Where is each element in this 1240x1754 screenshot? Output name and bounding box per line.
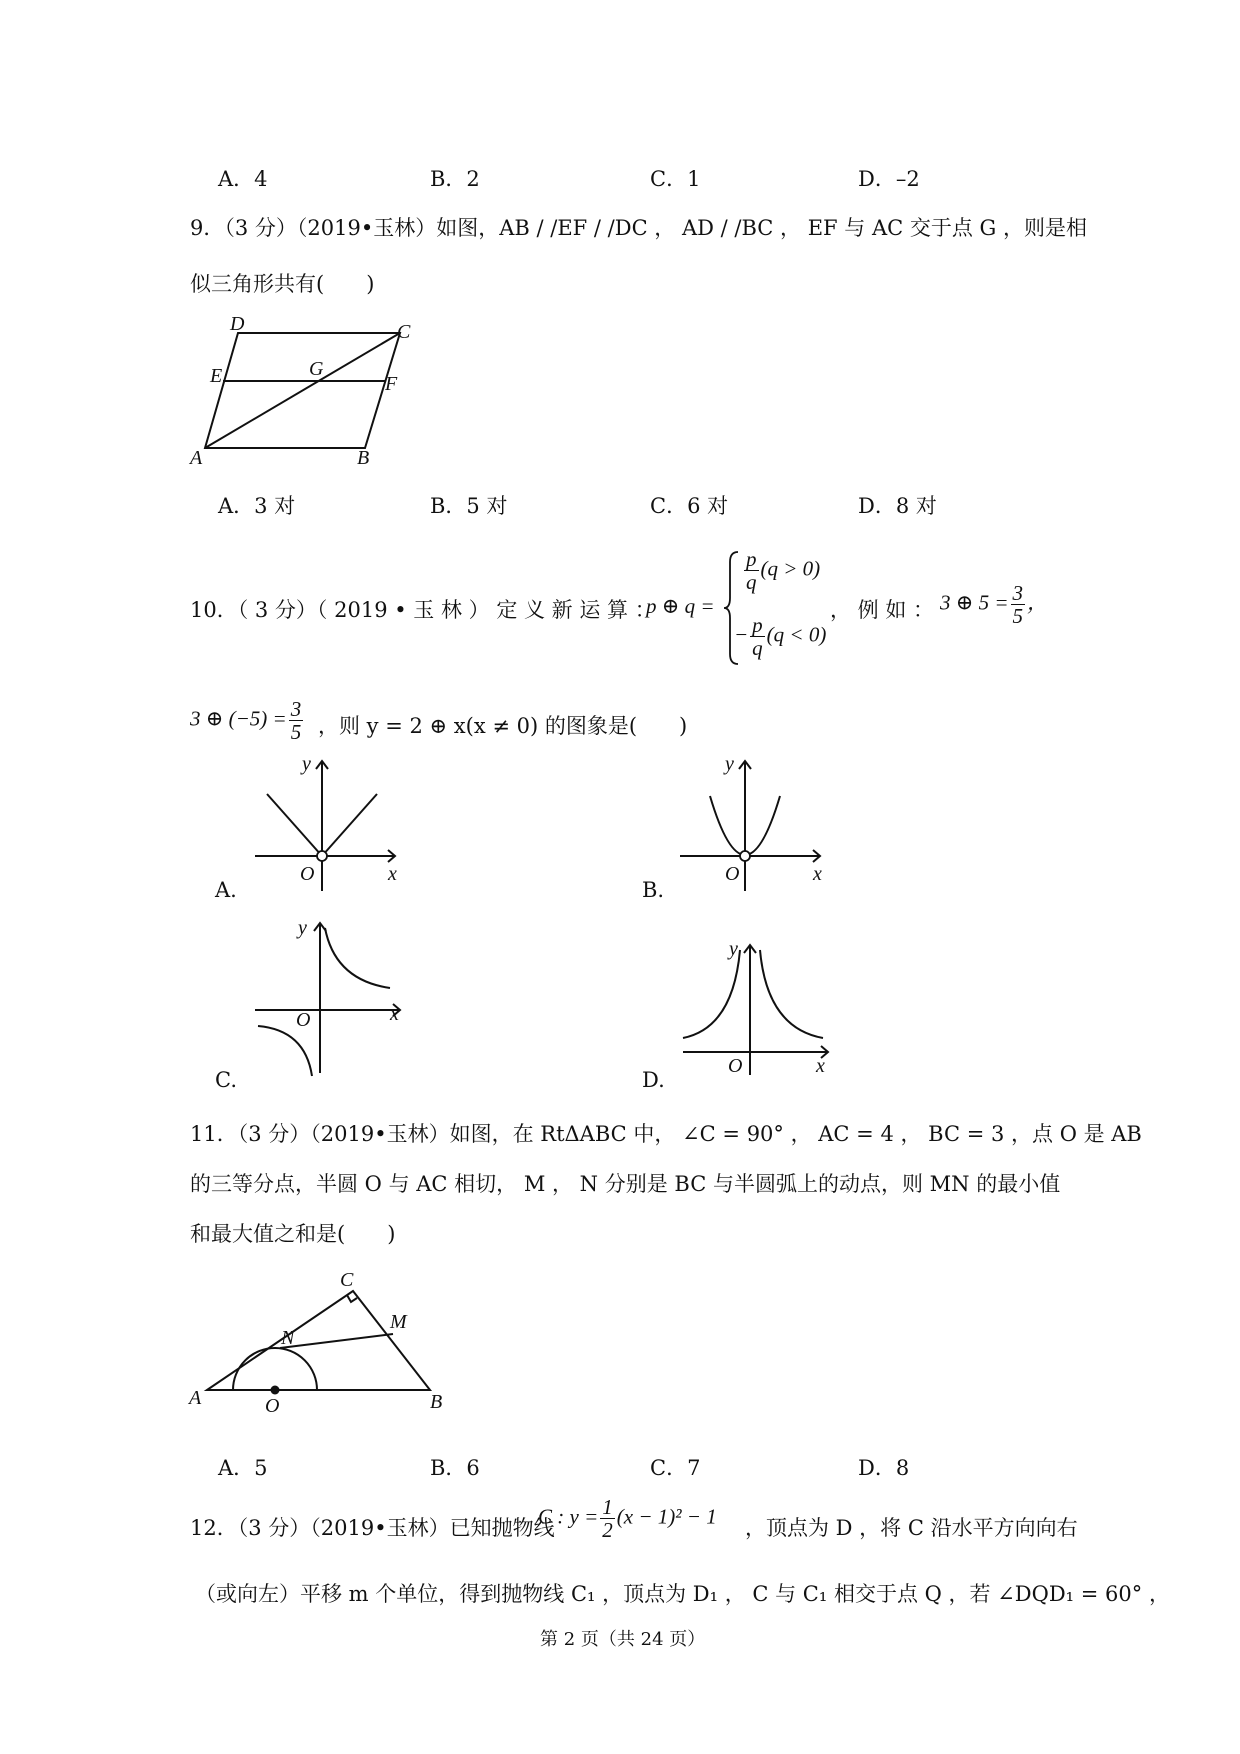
- q9-label-d: D: [230, 313, 245, 335]
- q8-option-b: B．2: [430, 167, 480, 191]
- q11-label-n: N: [281, 1327, 295, 1349]
- q12-parabola-equation: C : y = $\frac{1}{2}$ (x − 1)² − 1: [538, 1495, 717, 1543]
- q11-label-a: A: [189, 1387, 202, 1409]
- q10-example-label: ， 例 如 ：: [830, 598, 935, 622]
- q10-case-negative: − $\frac{p}{q}$ (q < 0): [734, 613, 827, 661]
- q11-option-a: A．5: [218, 1456, 268, 1480]
- q10-a-y-label: y: [302, 753, 311, 775]
- q8-option-a: A．4: [218, 167, 268, 191]
- q9-option-b: B．5 对: [430, 494, 508, 518]
- q10-option-a-letter: A.: [215, 878, 237, 902]
- q10-c-y-label: y: [298, 917, 307, 939]
- q10-b-y-label: y: [725, 753, 734, 775]
- q11-option-c: C．7: [650, 1456, 701, 1480]
- q10-c-o-label: O: [296, 1009, 311, 1031]
- q11-label-b: B: [430, 1391, 443, 1413]
- q11-stem-line1: 11．（3 分）（2019•玉林）如图，在 RtΔABC 中， ∠C = 90° ， AC = 4 ， BC = 3 ，点 O 是 AB: [190, 1122, 1142, 1146]
- q12-stem-prefix: 12．（3 分）（2019•玉林）已知抛物线: [190, 1516, 555, 1540]
- q11-option-b: B．6: [430, 1456, 480, 1480]
- q9-label-f: F: [385, 373, 398, 395]
- q10-b-x-label: x: [813, 863, 822, 885]
- q10-d-x-label: x: [816, 1055, 825, 1077]
- q10-a-o-label: O: [300, 863, 315, 885]
- q10-d-y-label: y: [729, 938, 738, 960]
- q11-stem-line3: 和最大值之和是( ): [190, 1222, 396, 1246]
- page-footer: 第 2 页（共 24 页）: [540, 1629, 706, 1650]
- q10-graph-d: [678, 940, 838, 1080]
- q9-stem-line1: 9．（3 分）（2019•玉林）如图，AB / /EF / /DC ， AD / /BC ， EF 与 AC 交于点 G ，则是相: [190, 216, 1088, 240]
- q10-operator-lhs: p ⊕ q =: [646, 594, 715, 618]
- q10-d-o-label: O: [728, 1055, 743, 1077]
- q9-label-c: C: [397, 321, 411, 343]
- q9-option-d: D．8 对: [858, 494, 937, 518]
- q10-stem-line2: ，则 y = 2 ⊕ x(x ≠ 0) 的图象是( ): [318, 714, 688, 738]
- q11-option-d: D．8: [858, 1456, 910, 1480]
- q10-option-c-letter: C.: [215, 1068, 237, 1092]
- q9-label-b: B: [357, 447, 370, 469]
- q10-c-x-label: x: [390, 1003, 399, 1025]
- q10-b-o-label: O: [725, 863, 740, 885]
- q9-label-e: E: [210, 365, 223, 387]
- q11-triangle-figure: [185, 1262, 455, 1432]
- q9-label-a: A: [190, 447, 203, 469]
- q9-option-a: A．3 对: [218, 494, 296, 518]
- q10-graph-b: [675, 753, 835, 896]
- q12-stem-suffix: ，顶点为 D ，将 C 沿水平方向向右: [745, 1516, 1078, 1540]
- q11-stem-line2: 的三等分点，半圆 O 与 AC 相切， M ， N 分别是 BC 与半圆弧上的动点，则 MN 的最小值: [190, 1172, 1061, 1196]
- q9-stem-line2: 似三角形共有( ): [190, 272, 375, 296]
- q10-a-x-label: x: [388, 863, 397, 885]
- q9-label-g: G: [309, 358, 324, 380]
- q10-graph-c: [250, 918, 410, 1078]
- q10-example-1: 3 ⊕ 5 = $\frac{3}{5}$ ，: [940, 581, 1049, 629]
- q10-option-d-letter: D.: [642, 1068, 665, 1092]
- q11-label-o: O: [265, 1395, 280, 1417]
- q11-label-c: C: [340, 1269, 354, 1291]
- q9-option-c: C．6 对: [650, 494, 729, 518]
- q12-stem-line2: （或向左）平移 m 个单位，得到抛物线 C₁ ，顶点为 D₁ ， C 与 C₁ 相交于点 Q ，若 ∠DQD₁ = 60° ，: [195, 1582, 1170, 1606]
- q10-graph-a: [250, 753, 410, 896]
- q10-case-positive: $\frac{p}{q}$ (q > 0): [746, 547, 821, 595]
- q8-option-d: D．–2: [858, 167, 920, 191]
- q8-option-c: C．1: [650, 167, 701, 191]
- q11-label-m: M: [390, 1311, 407, 1333]
- q10-stem-prefix: 10．（ 3 分）（ 2019 • 玉 林 ） 定 义 新 运 算 ：: [190, 598, 656, 622]
- q9-parallelogram-figure: [185, 313, 430, 469]
- q10-example-2: 3 ⊕ (−5) = $\frac{3}{5}$: [190, 697, 302, 745]
- q10-option-b-letter: B.: [642, 878, 665, 902]
